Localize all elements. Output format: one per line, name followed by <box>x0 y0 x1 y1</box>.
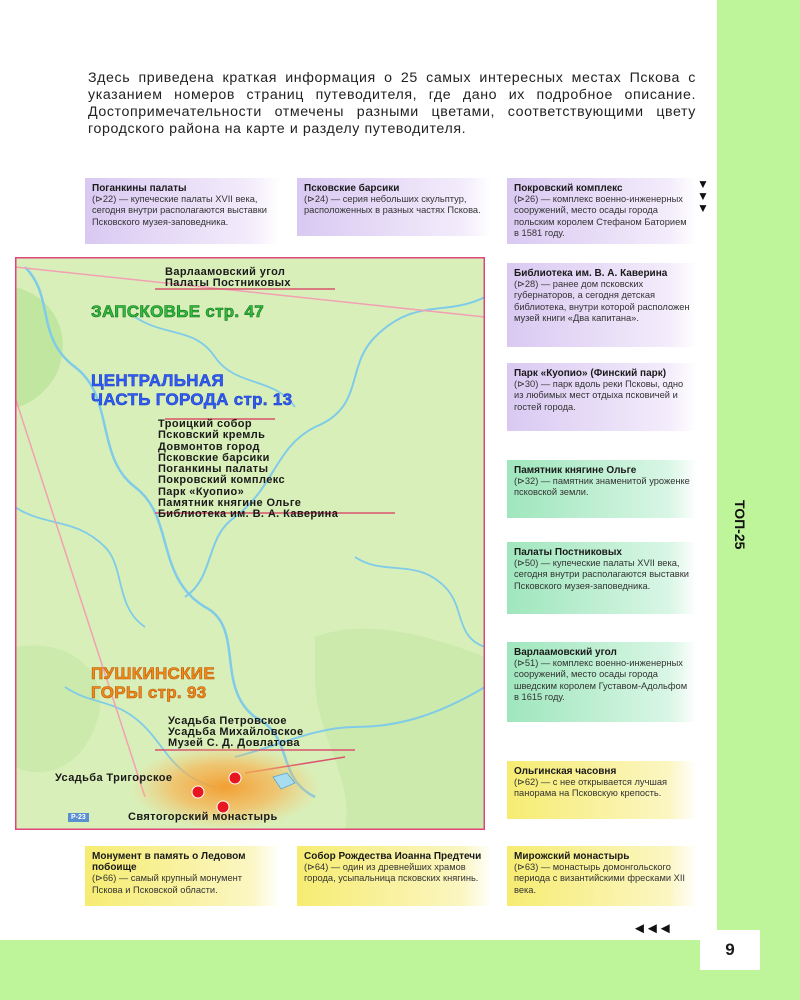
card-pogankiny <box>85 178 280 244</box>
map-label: Библиотека им. В. А. Каверина <box>158 508 339 521</box>
map-label: Памятник княгине Ольге <box>158 497 302 510</box>
card-olginskaya <box>507 761 697 819</box>
card-title: Поганкины палаты <box>92 183 187 194</box>
card-body: (⊳32) — памятник знаменитой уроженке псковской земли. <box>514 476 690 498</box>
card-varlaam <box>507 642 697 722</box>
card-mirozh <box>507 846 697 906</box>
back-arrows-icon: ◄◄◄ <box>632 920 671 937</box>
card-kuopio <box>507 363 697 431</box>
card-title: Собор Рождества Иоанна Предтечи <box>304 851 482 862</box>
svyatogorsky-label: Святогорский монастырь <box>128 811 278 823</box>
map-label: Поганкины палаты <box>158 463 269 476</box>
card-body: (⊳63) — монастырь домонгольского периода с византийскими фресками XII века. <box>514 862 685 895</box>
zapskovye-heading: ЗАПСКОВЬЕ стр. 47 <box>91 302 264 321</box>
road-badge: P-23 <box>68 813 89 822</box>
card-body: (⊳50) — купеческие палаты XVII века, сегодня внутри располагаются выставки Псковского музея-заповедника. <box>514 558 689 591</box>
river <box>15 507 145 627</box>
card-pokrovsky <box>507 178 697 244</box>
map-label: Троицкий собор <box>158 418 253 430</box>
card-body: (⊳28) — ранее дом псковских губернаторов, а сегодня детская библиотека, внутри которой расположен музей книги «Два капитана». <box>514 279 690 323</box>
map-label: Усадьба Михайловское <box>168 726 304 738</box>
card-monument <box>85 846 280 906</box>
center-heading-line2: ЧАСТЬ ГОРОДА стр. 13 <box>91 390 293 409</box>
pushkin-heading-line1: ПУШКИНСКИЕ <box>91 664 215 683</box>
marker <box>192 786 204 798</box>
card-body: (⊳64) — один из древнейших храмов города, усыпальница псковских княгинь. <box>304 862 479 884</box>
card-olga <box>507 460 697 518</box>
card-title: Псковские барсики <box>304 183 400 194</box>
right-margin-strip <box>717 0 800 1000</box>
down-arrows-icon: ▼ ▼ ▼ <box>697 177 709 215</box>
card-body: (⊳66) — самый крупный монумент Пскова и Псковской области. <box>92 873 243 895</box>
card-body: (⊳24) — серия небольших скульптур, расположенных в разных частях Пскова. <box>304 194 481 216</box>
card-title: Библиотека им. В. А. Каверина <box>514 268 668 279</box>
map-label: Парк «Куопио» <box>158 485 245 498</box>
card-title: Варлаамовский угол <box>514 647 617 658</box>
card-barsiki <box>297 178 492 236</box>
card-body: (⊳22) — купеческие палаты XVII века, сегодня внутри располагаются выставки Псковского музея-заповедника. <box>92 194 267 227</box>
card-title: Мирожский монастырь <box>514 851 630 862</box>
card-title: Ольгинская часовня <box>514 766 617 777</box>
card-body: (⊳30) — парк вдоль реки Псковы, одно из любимых мест отдыха псковичей и гостей города. <box>514 379 684 412</box>
card-title: Монумент в память о Ледовом побоище <box>92 851 246 874</box>
map-label: Усадьба Петровское <box>168 715 287 727</box>
map-label: Варлаамовский угол <box>165 266 286 278</box>
map <box>15 257 485 830</box>
map-label: Музей С. Д. Довлатова <box>168 737 300 749</box>
center-heading-line1: ЦЕНТРАЛЬНАЯ <box>91 371 224 390</box>
map-label: Довмонтов город <box>158 440 260 453</box>
bottom-margin-strip <box>0 940 800 1000</box>
map-label: Палаты Постниковых <box>165 277 291 289</box>
forest-patch <box>315 629 485 830</box>
card-library <box>507 263 697 347</box>
trigorskoe-marker <box>229 772 241 784</box>
section-label: ТОП-25 <box>732 500 748 550</box>
card-sobor <box>297 846 492 906</box>
map-label: Псковские барсики <box>158 451 270 464</box>
card-title: Палаты Постниковых <box>514 547 622 558</box>
map-label: Покровский комплекс <box>158 474 286 487</box>
card-body: (⊳26) — комплекс военно-инженерных сооружений, место осады города польским королем Стефаном Баторием в 1581 году. <box>514 194 687 238</box>
card-title: Парк «Куопио» (Финский парк) <box>514 368 667 379</box>
card-body: (⊳51) — комплекс военно-инженерных сооружений, место осады города шведским королем Густавом-Адольфом в 1615 году. <box>514 658 688 702</box>
trigorskoe-label: Усадьба Тригорское <box>55 772 173 784</box>
forest-patch <box>15 645 100 772</box>
intro-paragraph: Здесь приведена краткая информация о 25 самых интересных местах Пскова с указанием номеров страниц путеводителя, где дано их подробное описание. Достопримечательности отмечены разными цветами, соответствующими цвету городского района на карте и разделу путеводителя. <box>88 70 696 137</box>
card-postnikov <box>507 542 697 614</box>
map-label: Псковский кремль <box>158 429 266 442</box>
page-number: 9 <box>700 930 760 970</box>
card-title: Памятник княгине Ольге <box>514 465 637 476</box>
card-body: (⊳62) — с нее открывается лучшая панорама на Псковскую крепость. <box>514 777 668 799</box>
card-title: Покровский комплекс <box>514 183 623 194</box>
center-items-list <box>158 419 338 521</box>
pushkin-heading-line2: ГОРЫ стр. 93 <box>91 683 207 702</box>
